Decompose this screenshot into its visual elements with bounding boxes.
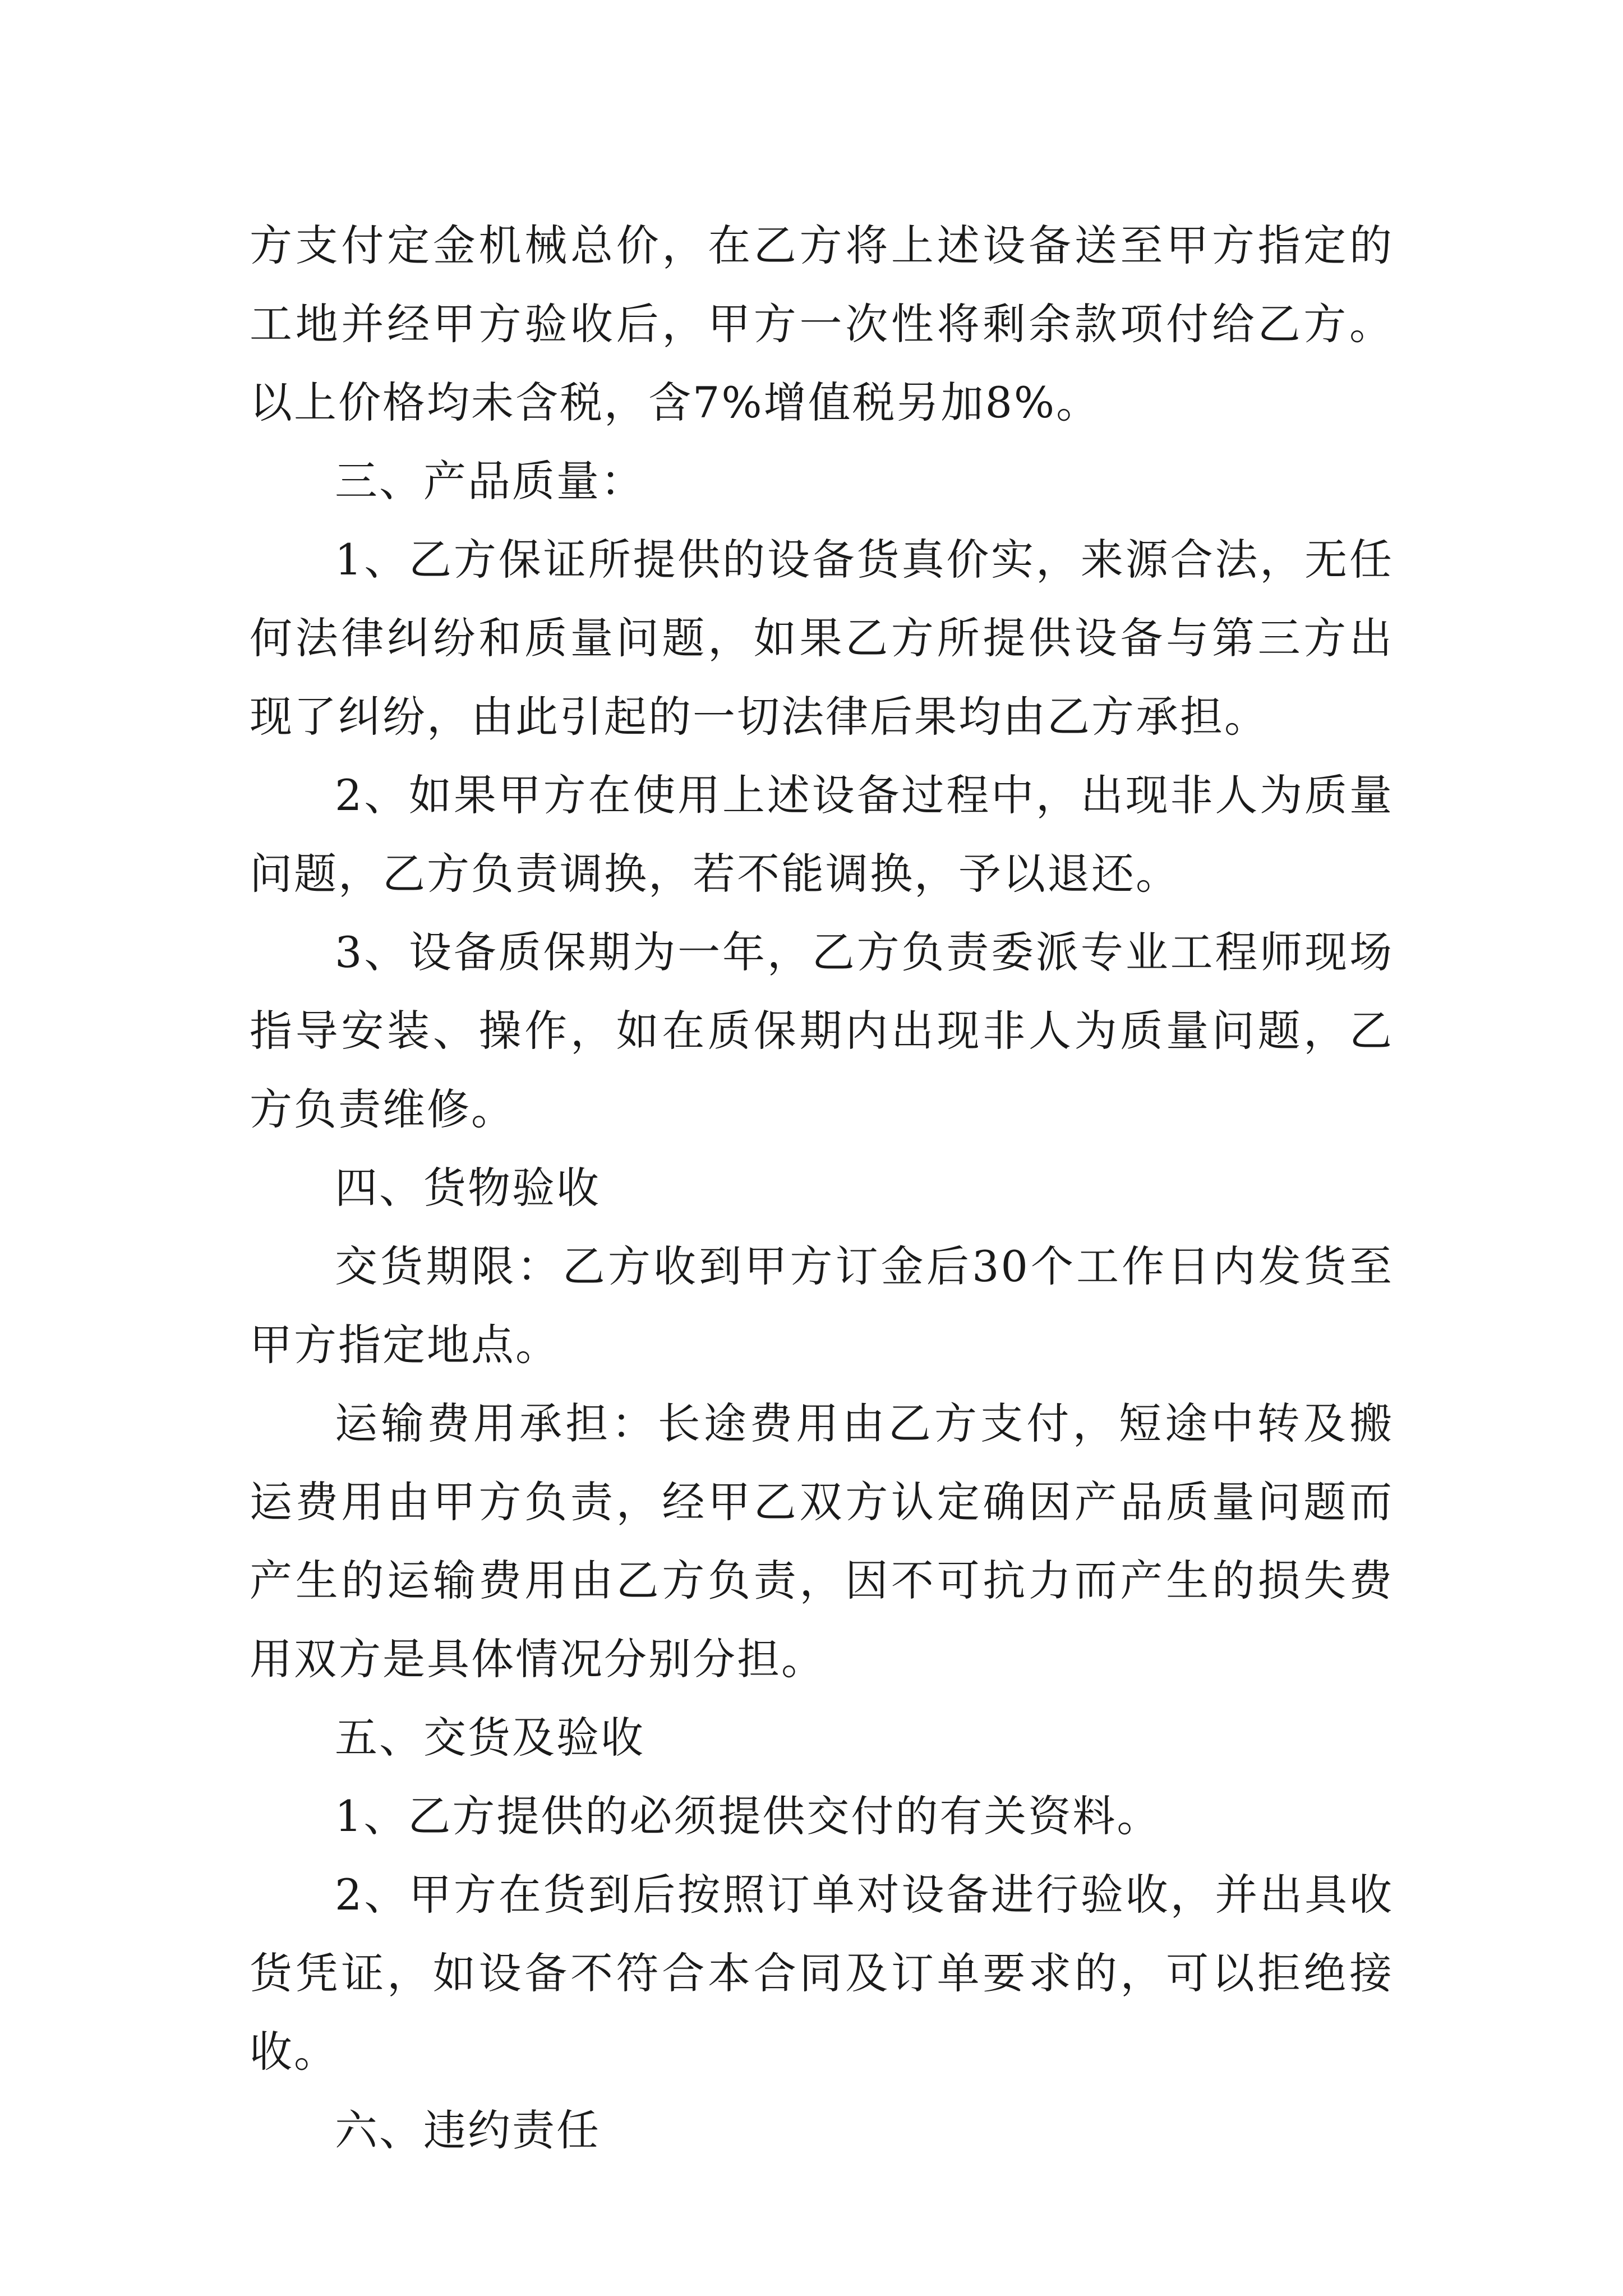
paragraph-delivery-clause-2: 2、甲方在货到后按照订单对设备进行验收，并出具收货凭证，如设备不符合本合同及订单要求的，可以拒绝接收。: [250, 1870, 1394, 2077]
document-body: [250, 206, 1394, 2170]
paragraph-transport-costs: 运输费用承担：长途费用由乙方支付，短途中转及搬运费用由甲方负责，经甲乙双方认定确因产品质量问题而产生的运输费用由乙方负责，因不可抗力而产生的损失费用双方是具体情况分别分担。: [250, 1398, 1394, 1684]
paragraph-quality-clause-3: 3、设备质保期为一年，乙方负责委派专业工程师现场指导安装、操作，如在质保期内出现非人为质量问题，乙方负责维修。: [250, 927, 1394, 1134]
paragraph-delivery-clause-1: 1、乙方提供的必须提供交付的有关资料。: [335, 1791, 1161, 1841]
paragraph-payment-terms: 方支付定金机械总价，在乙方将上述设备送至甲方指定的工地并经甲方验收后，甲方一次性将剩余款项付给乙方。以上价格均未含税，含7%增值税另加8%。: [250, 220, 1394, 427]
paragraph-delivery-deadline: 交货期限：乙方收到甲方订金后30个工作日内发货至甲方指定地点。: [250, 1241, 1394, 1370]
paragraph-quality-clause-2: 2、如果甲方在使用上述设备过程中，出现非人为质量问题，乙方负责调换，若不能调换，予以退还。: [250, 770, 1394, 899]
paragraph-quality-clause-1: 1、乙方保证所提供的设备货真价实，来源合法，无任何法律纠纷和质量问题，如果乙方所提供设备与第三方出现了纠纷，由此引起的一切法律后果均由乙方承担。: [250, 535, 1394, 742]
section-heading-delivery-and-acceptance: 五、交货及验收: [335, 1713, 645, 1763]
section-heading-product-quality: 三、产品质量：: [335, 456, 645, 506]
section-heading-goods-acceptance: 四、货物验收: [335, 1163, 601, 1213]
section-heading-liability-for-breach: 六、违约责任: [335, 2105, 601, 2155]
